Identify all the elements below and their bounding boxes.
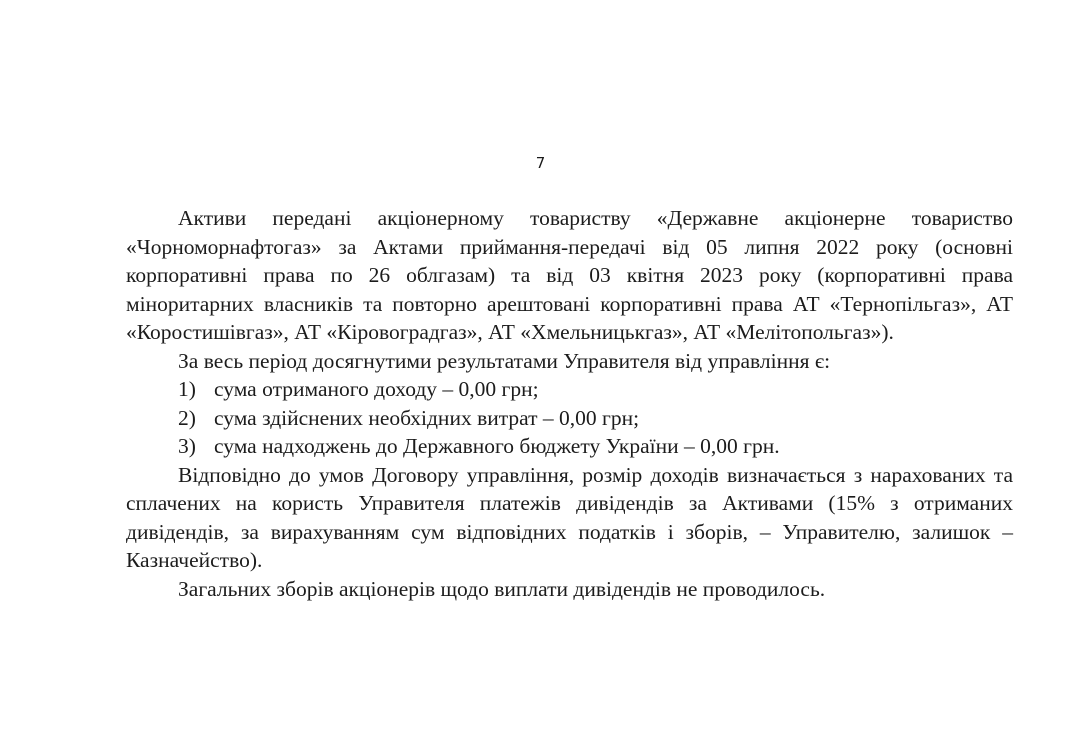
list-item-text: сума здійснених необхідних витрат – 0,00 грн; bbox=[214, 405, 640, 430]
list-item-text: сума отриманого доходу – 0,00 грн; bbox=[214, 377, 539, 401]
paragraph-assets-transfer: Активи передані акціонерному товариству «Державне акціонерне товариство «Чорноморнафтогаз» за Актами приймання-передачі від 05 липня 2022 року (основні корпоративні права по 26 облгазам) та від 03 квітня 2023 року (корпоративні права міноритарних власників та повторно арештовані корпоративні права АТ «Тернопільгаз», АТ «Коростишівгаз», АТ «Кіровоградгаз», АТ «Хмельницькгаз», АТ «Мелітопольгаз»). bbox=[126, 206, 1013, 344]
list-item-number: 3) bbox=[178, 434, 196, 458]
list-item bbox=[126, 432, 1013, 461]
paragraph-shareholders-meeting: Загальних зборів акціонерів щодо виплати дивідендів не проводилось. bbox=[178, 576, 826, 601]
page-number: 7 bbox=[535, 154, 546, 172]
list-item-number: 2) bbox=[178, 405, 196, 430]
paragraph-results-intro: За весь період досягнутими результатами Управителя від управління є: bbox=[178, 348, 831, 373]
list-item-number: 1) bbox=[178, 377, 196, 401]
list-item bbox=[126, 404, 1013, 433]
list-item-text: сума надходжень до Державного бюджету України – 0,00 грн. bbox=[214, 434, 780, 458]
list-item bbox=[126, 375, 1013, 404]
document-body bbox=[126, 204, 1013, 603]
paragraph-income-terms: Відповідно до умов Договору управління, розмір доходів визначається з нарахованих та сплачених на користь Управителя платежів дивідендів за Активами (15% з отриманих дивідендів, за вирахуванням сум відповідних податків і зборів, – Управителю, залишок – Казначейство). bbox=[126, 462, 1013, 572]
